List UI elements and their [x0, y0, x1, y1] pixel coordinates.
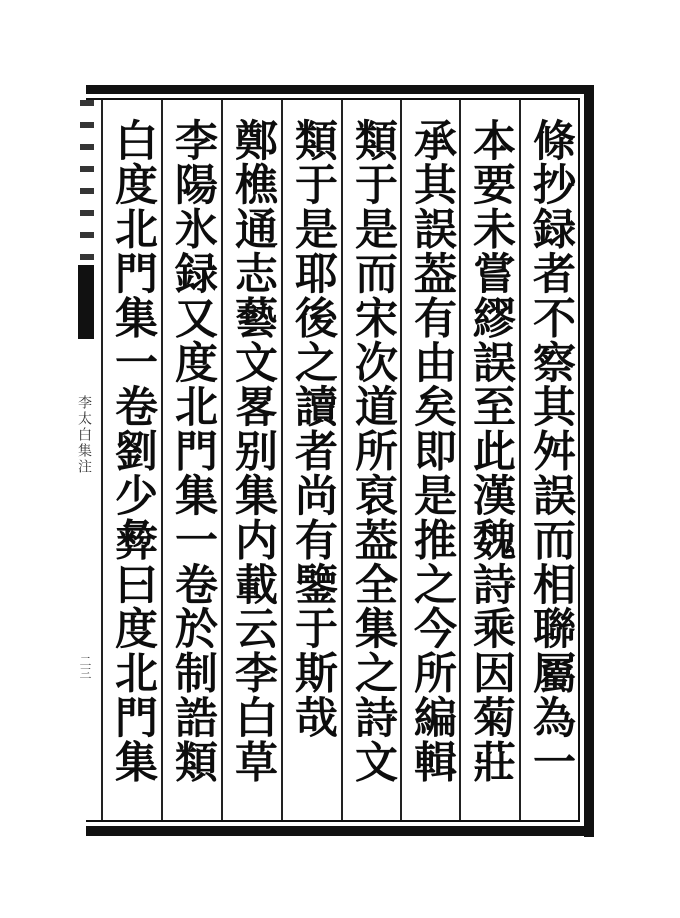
text-column-7: 李陽氷録又度北門集一卷於制誥類: [168, 118, 218, 784]
text-column-1: 條抄録者不察其舛誤而相聯屬為一: [526, 118, 576, 784]
text-column-8: 白度北門集一卷劉少彜曰度北門集: [108, 118, 158, 784]
inner-bottom-border: [86, 820, 580, 822]
margin-page-number: 二三: [78, 655, 92, 679]
fold-strip-marks: [80, 100, 94, 260]
fish-tail-mark: [78, 265, 94, 339]
text-column-6: 鄭樵通志藝文畧别集内載云李白草: [228, 118, 278, 784]
text-column-2: 本要未嘗繆誤至此漢魏詩乘因菊莊: [466, 118, 516, 784]
text-column-5: 類于是耶後之讀者尚有鑒于斯哉: [288, 118, 338, 740]
margin-book-title: 李太白集注: [76, 395, 92, 475]
text-column-4: 類于是而宋次道所裒葢全集之詩文: [348, 118, 398, 784]
frame-bottom-border: [86, 826, 594, 836]
frame-right-border: [584, 85, 594, 837]
frame-top-border: [86, 85, 594, 94]
text-column-3: 承其誤葢有由矣即是推之今所編輯: [407, 118, 457, 784]
